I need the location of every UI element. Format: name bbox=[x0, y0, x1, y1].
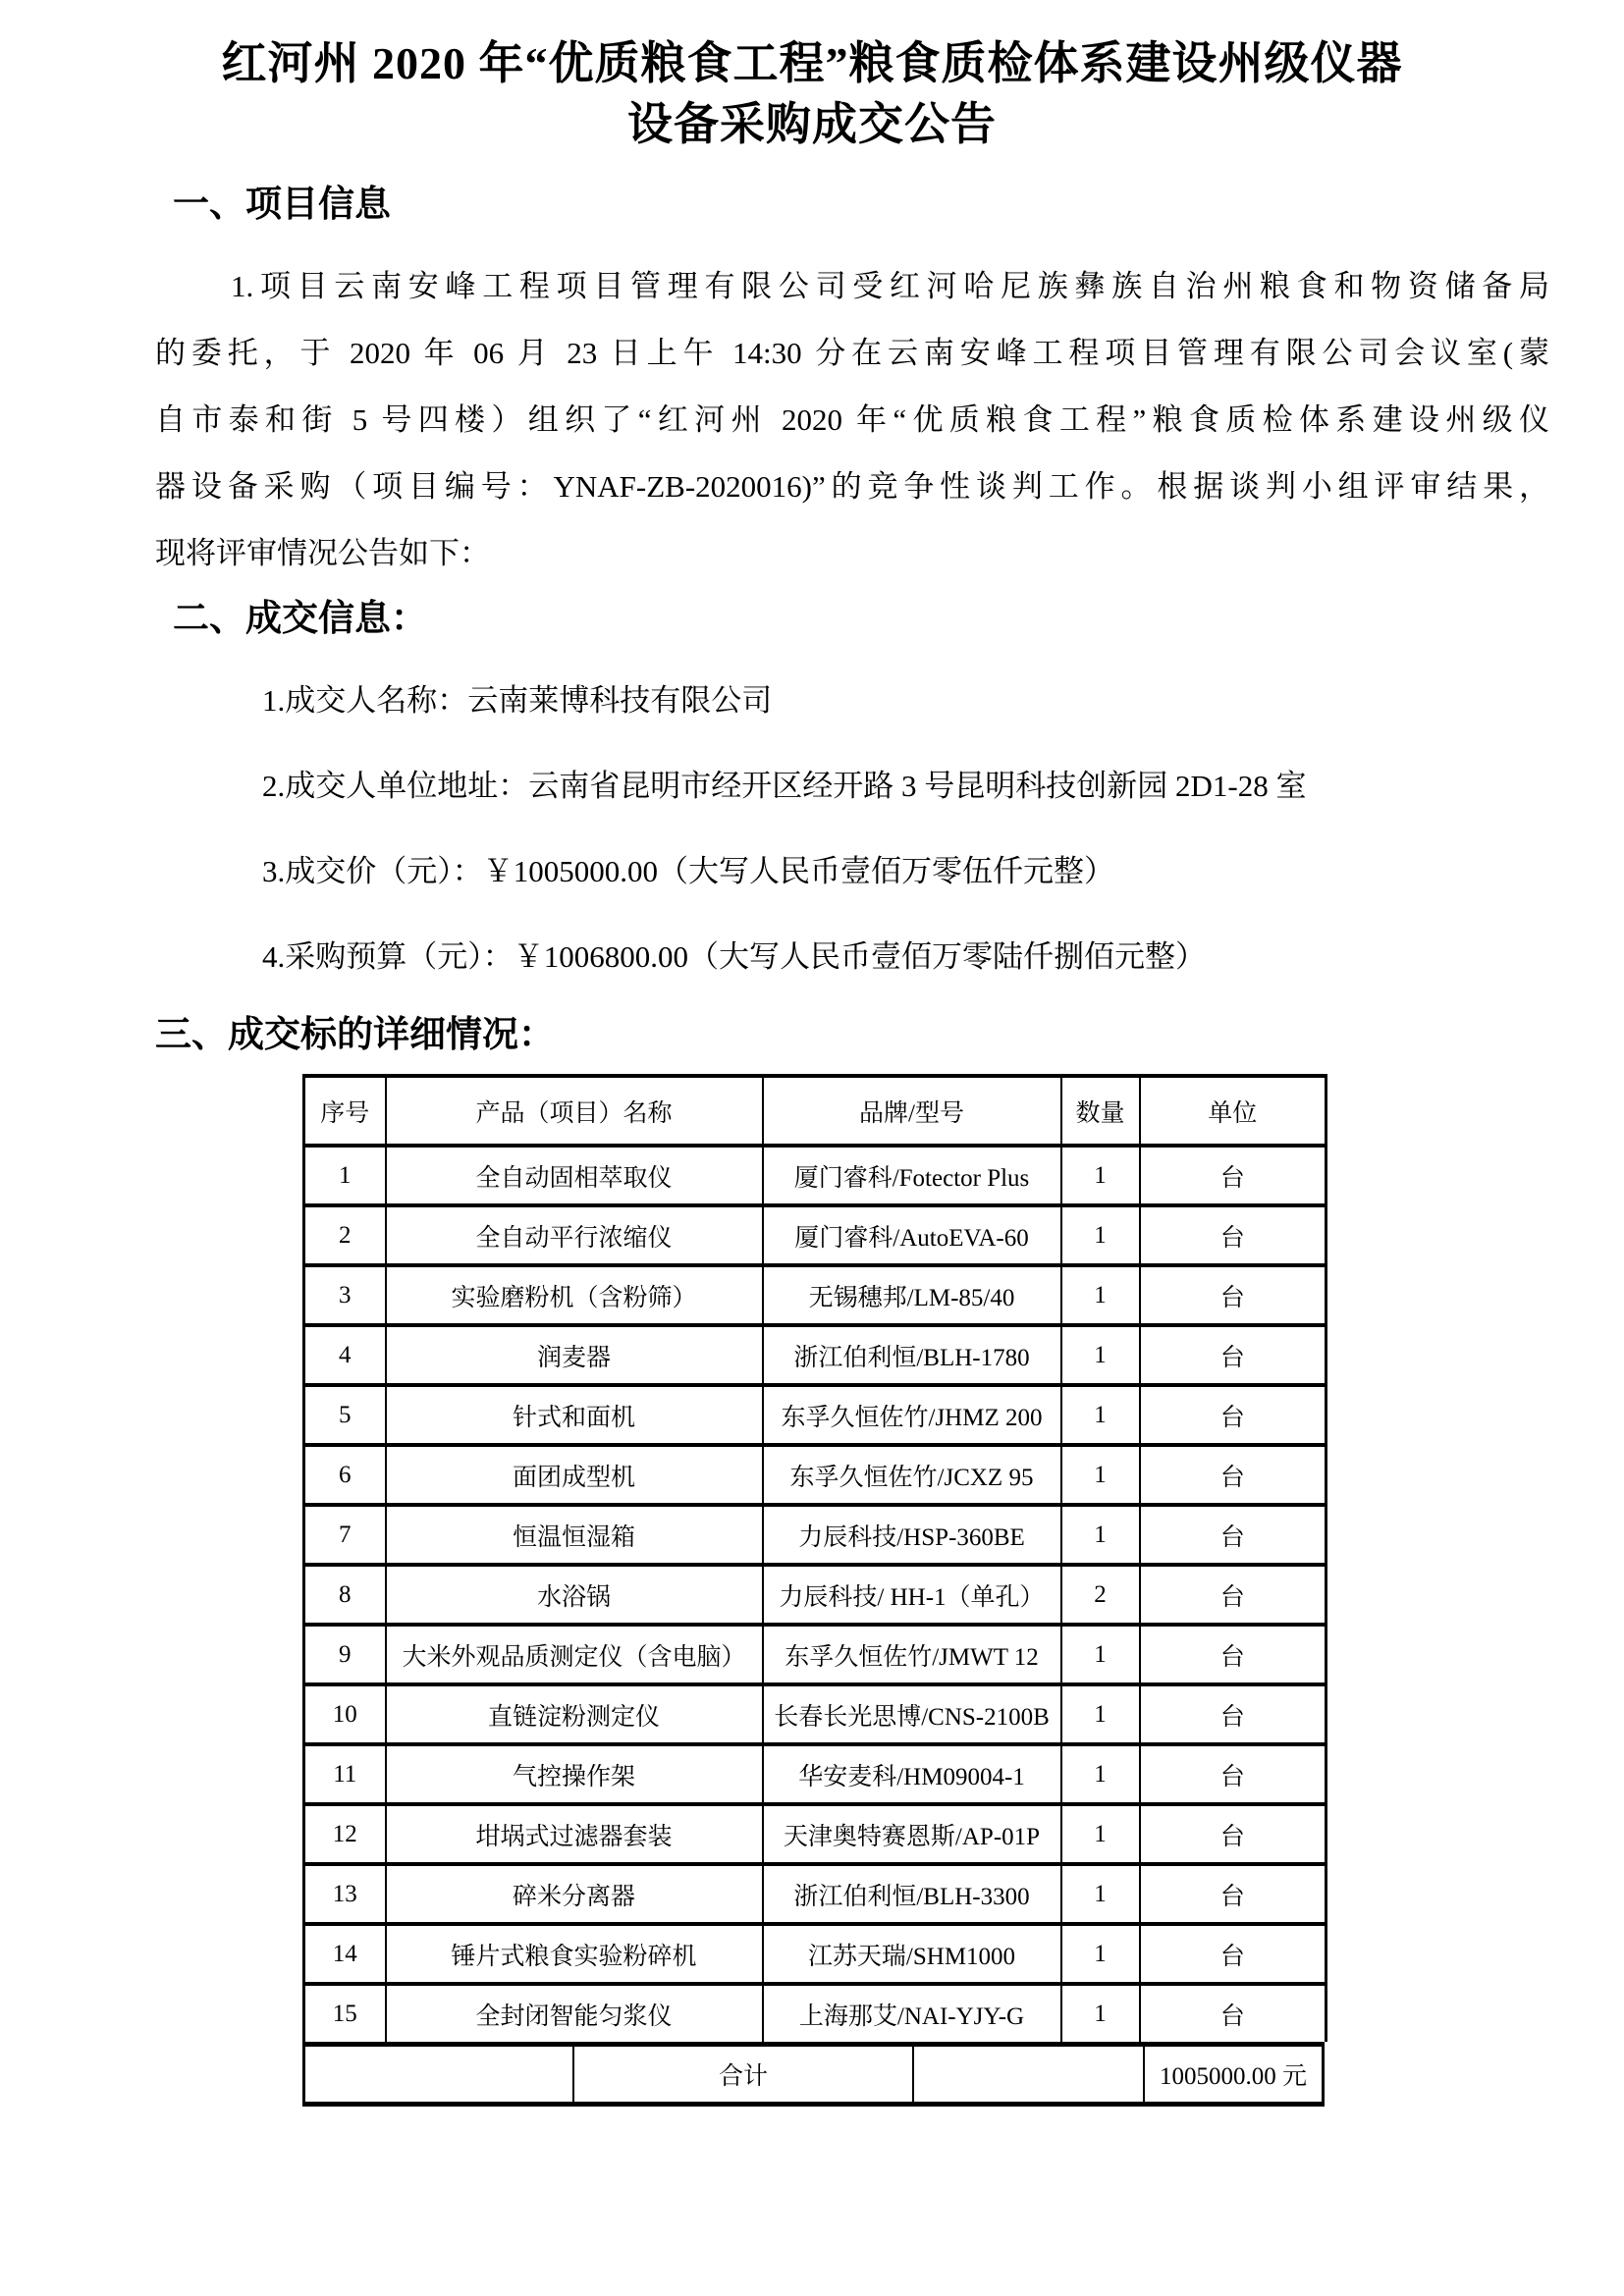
cell-brand: 厦门睿科/AutoEVA-60 bbox=[763, 1205, 1061, 1265]
cell-qty: 1 bbox=[1061, 1625, 1140, 1684]
cell-qty: 1 bbox=[1061, 1864, 1140, 1924]
header-row bbox=[304, 1076, 1326, 1146]
cell-unit: 台 bbox=[1140, 1265, 1326, 1325]
cell-index: 2 bbox=[304, 1205, 386, 1265]
cell-unit: 台 bbox=[1140, 1565, 1326, 1625]
cell-index: 11 bbox=[304, 1744, 386, 1804]
column-header-qty: 数量 bbox=[1061, 1076, 1140, 1146]
table-row bbox=[304, 1924, 1326, 1984]
paragraph-line: 器设备采购（项目编号：YNAF-ZB-2020016)”的竞争性谈判工作。根据谈判小组评审结果， bbox=[155, 469, 1549, 504]
cell-product: 恒温恒湿箱 bbox=[386, 1505, 763, 1565]
cell-index: 10 bbox=[304, 1684, 386, 1744]
paragraph-line: 现将评审情况公告如下： bbox=[155, 536, 490, 570]
cell-product: 全封闭智能匀浆仪 bbox=[386, 1984, 763, 2042]
cell-unit: 台 bbox=[1140, 1385, 1326, 1445]
cell-index: 15 bbox=[304, 1984, 386, 2042]
cell-unit: 台 bbox=[1140, 1744, 1326, 1804]
table-row bbox=[304, 1625, 1326, 1684]
cell-product: 锤片式粮食实验粉碎机 bbox=[386, 1924, 763, 1984]
cell-brand: 力辰科技/ HH-1（单孔） bbox=[763, 1565, 1061, 1625]
cell-unit: 台 bbox=[1140, 1984, 1326, 2042]
table-row bbox=[304, 1445, 1326, 1505]
cell-index: 5 bbox=[304, 1385, 386, 1445]
cell-qty: 1 bbox=[1061, 1385, 1140, 1445]
table-row bbox=[304, 1505, 1326, 1565]
cell-brand: 江苏天瑞/SHM1000 bbox=[763, 1924, 1061, 1984]
cell-qty: 1 bbox=[1061, 1505, 1140, 1565]
cell-unit: 台 bbox=[1140, 1146, 1326, 1205]
paragraph-line: 自市泰和街 5 号四楼）组织了“红河州 2020 年“优质粮食工程”粮食质检体系建设州级仪 bbox=[155, 402, 1549, 437]
table-row bbox=[304, 1565, 1326, 1625]
cell-unit: 台 bbox=[1140, 1205, 1326, 1265]
column-header-index: 序号 bbox=[304, 1076, 386, 1146]
cell-unit: 台 bbox=[1140, 1625, 1326, 1684]
cell-index: 6 bbox=[304, 1445, 386, 1505]
cell-unit: 台 bbox=[1140, 1684, 1326, 1744]
goods-table bbox=[302, 1074, 1327, 2042]
winner-name-item: 1.成交人名称：云南莱博科技有限公司 bbox=[262, 683, 773, 718]
cell-product: 气控操作架 bbox=[386, 1744, 763, 1804]
total-row bbox=[302, 2042, 1325, 2107]
cell-qty: 1 bbox=[1061, 1984, 1140, 2042]
table-row bbox=[304, 1205, 1326, 1265]
cell-qty: 1 bbox=[1061, 1205, 1140, 1265]
column-header-brand: 品牌/型号 bbox=[763, 1076, 1061, 1146]
section1-paragraph bbox=[155, 253, 1549, 587]
cell-index: 9 bbox=[304, 1625, 386, 1684]
cell-product: 坩埚式过滤器套装 bbox=[386, 1804, 763, 1864]
cell-qty: 1 bbox=[1061, 1325, 1140, 1385]
cell-product: 针式和面机 bbox=[386, 1385, 763, 1445]
document-title bbox=[0, 33, 1624, 155]
goods-table-container bbox=[302, 1074, 1325, 2107]
cell-brand: 东孚久恒佐竹/JCXZ 95 bbox=[763, 1445, 1061, 1505]
cell-qty: 2 bbox=[1061, 1565, 1140, 1625]
cell-unit: 台 bbox=[1140, 1924, 1326, 1984]
cell-qty: 1 bbox=[1061, 1924, 1140, 1984]
cell-qty: 1 bbox=[1061, 1804, 1140, 1864]
cell-unit: 台 bbox=[1140, 1445, 1326, 1505]
table-row bbox=[304, 1984, 1326, 2042]
paragraph-line: 的委托，于 2020 年 06 月 23 日上午 14:30 分在云南安峰工程项目管理有限公司会议室(蒙 bbox=[155, 336, 1549, 370]
cell-brand: 浙江伯利恒/BLH-3300 bbox=[763, 1864, 1061, 1924]
cell-brand: 天津奥特赛恩斯/AP-01P bbox=[763, 1804, 1061, 1864]
column-header-product: 产品（项目）名称 bbox=[386, 1076, 763, 1146]
table-row bbox=[304, 1864, 1326, 1924]
table-row bbox=[304, 1146, 1326, 1205]
cell-index: 4 bbox=[304, 1325, 386, 1385]
cell-index: 3 bbox=[304, 1265, 386, 1325]
document-title-line1: 红河州 2020 年“优质粮食工程”粮食质检体系建设州级仪器 bbox=[221, 38, 1403, 88]
table-row bbox=[304, 1804, 1326, 1864]
table-row bbox=[304, 1684, 1326, 1744]
cell-brand: 华安麦科/HM09004-1 bbox=[763, 1744, 1061, 1804]
cell-qty: 1 bbox=[1061, 1744, 1140, 1804]
cell-brand: 厦门睿科/Fotector Plus bbox=[763, 1146, 1061, 1205]
cell-brand: 东孚久恒佐竹/JMWT 12 bbox=[763, 1625, 1061, 1684]
cell-product: 全自动平行浓缩仪 bbox=[386, 1205, 763, 1265]
cell-product: 全自动固相萃取仪 bbox=[386, 1146, 763, 1205]
cell-brand: 无锡穗邦/LM-85/40 bbox=[763, 1265, 1061, 1325]
cell-index: 14 bbox=[304, 1924, 386, 1984]
cell-index: 13 bbox=[304, 1864, 386, 1924]
goods-table-body bbox=[304, 1146, 1326, 2042]
cell-qty: 1 bbox=[1061, 1265, 1140, 1325]
budget-item: 4.采购预算（元）：￥1006800.00（大写人民币壹佰万零陆仟捌佰元整） bbox=[262, 939, 1206, 974]
cell-unit: 台 bbox=[1140, 1325, 1326, 1385]
section2-heading: 二、成交信息： bbox=[173, 598, 427, 638]
cell-qty: 1 bbox=[1061, 1445, 1140, 1505]
goods-table-header bbox=[304, 1076, 1326, 1146]
section1-heading: 一、项目信息 bbox=[173, 184, 391, 224]
column-header-unit: 单位 bbox=[1140, 1076, 1326, 1146]
cell-unit: 台 bbox=[1140, 1505, 1326, 1565]
table-row bbox=[304, 1385, 1326, 1445]
cell-brand: 浙江伯利恒/BLH-1780 bbox=[763, 1325, 1061, 1385]
cell-unit: 台 bbox=[1140, 1864, 1326, 1924]
section3-heading: 三、成交标的详细情况： bbox=[155, 1014, 555, 1054]
cell-product: 水浴锅 bbox=[386, 1565, 763, 1625]
cell-unit: 台 bbox=[1140, 1804, 1326, 1864]
winner-address-item: 2.成交人单位地址：云南省昆明市经开区经开路 3 号昆明科技创新园 2D1-28 室 bbox=[262, 769, 1307, 803]
cell-product: 碎米分离器 bbox=[386, 1864, 763, 1924]
cell-product: 面团成型机 bbox=[386, 1445, 763, 1505]
cell-product: 直链淀粉测定仪 bbox=[386, 1684, 763, 1744]
total-amount: 1005000.00 元 bbox=[1159, 2063, 1307, 2090]
total-label: 合计 bbox=[574, 2047, 914, 2102]
cell-product: 润麦器 bbox=[386, 1325, 763, 1385]
cell-qty: 1 bbox=[1061, 1146, 1140, 1205]
table-row bbox=[304, 1325, 1326, 1385]
table-row bbox=[304, 1265, 1326, 1325]
total-row-blank-cell bbox=[914, 2047, 1145, 2102]
cell-index: 7 bbox=[304, 1505, 386, 1565]
cell-product: 实验磨粉机（含粉筛） bbox=[386, 1265, 763, 1325]
document-title-line2: 设备采购成交公告 bbox=[627, 99, 997, 149]
paragraph-line: 1.项目云南安峰工程项目管理有限公司受红河哈尼族彝族自治州粮食和物资储备局 bbox=[231, 269, 1549, 303]
cell-brand: 东孚久恒佐竹/JHMZ 200 bbox=[763, 1385, 1061, 1445]
total-row-blank-cell bbox=[305, 2047, 574, 2102]
cell-brand: 力辰科技/HSP-360BE bbox=[763, 1505, 1061, 1565]
cell-index: 12 bbox=[304, 1804, 386, 1864]
table-row bbox=[304, 1744, 1326, 1804]
cell-product: 大米外观品质测定仪（含电脑） bbox=[386, 1625, 763, 1684]
cell-qty: 1 bbox=[1061, 1684, 1140, 1744]
cell-index: 1 bbox=[304, 1146, 386, 1205]
cell-brand: 长春长光思博/CNS-2100B bbox=[763, 1684, 1061, 1744]
cell-brand: 上海那艾/NAI-YJY-G bbox=[763, 1984, 1061, 2042]
deal-price-item: 3.成交价（元）：￥1005000.00（大写人民币壹佰万零伍仟元整） bbox=[262, 854, 1114, 888]
cell-index: 8 bbox=[304, 1565, 386, 1625]
